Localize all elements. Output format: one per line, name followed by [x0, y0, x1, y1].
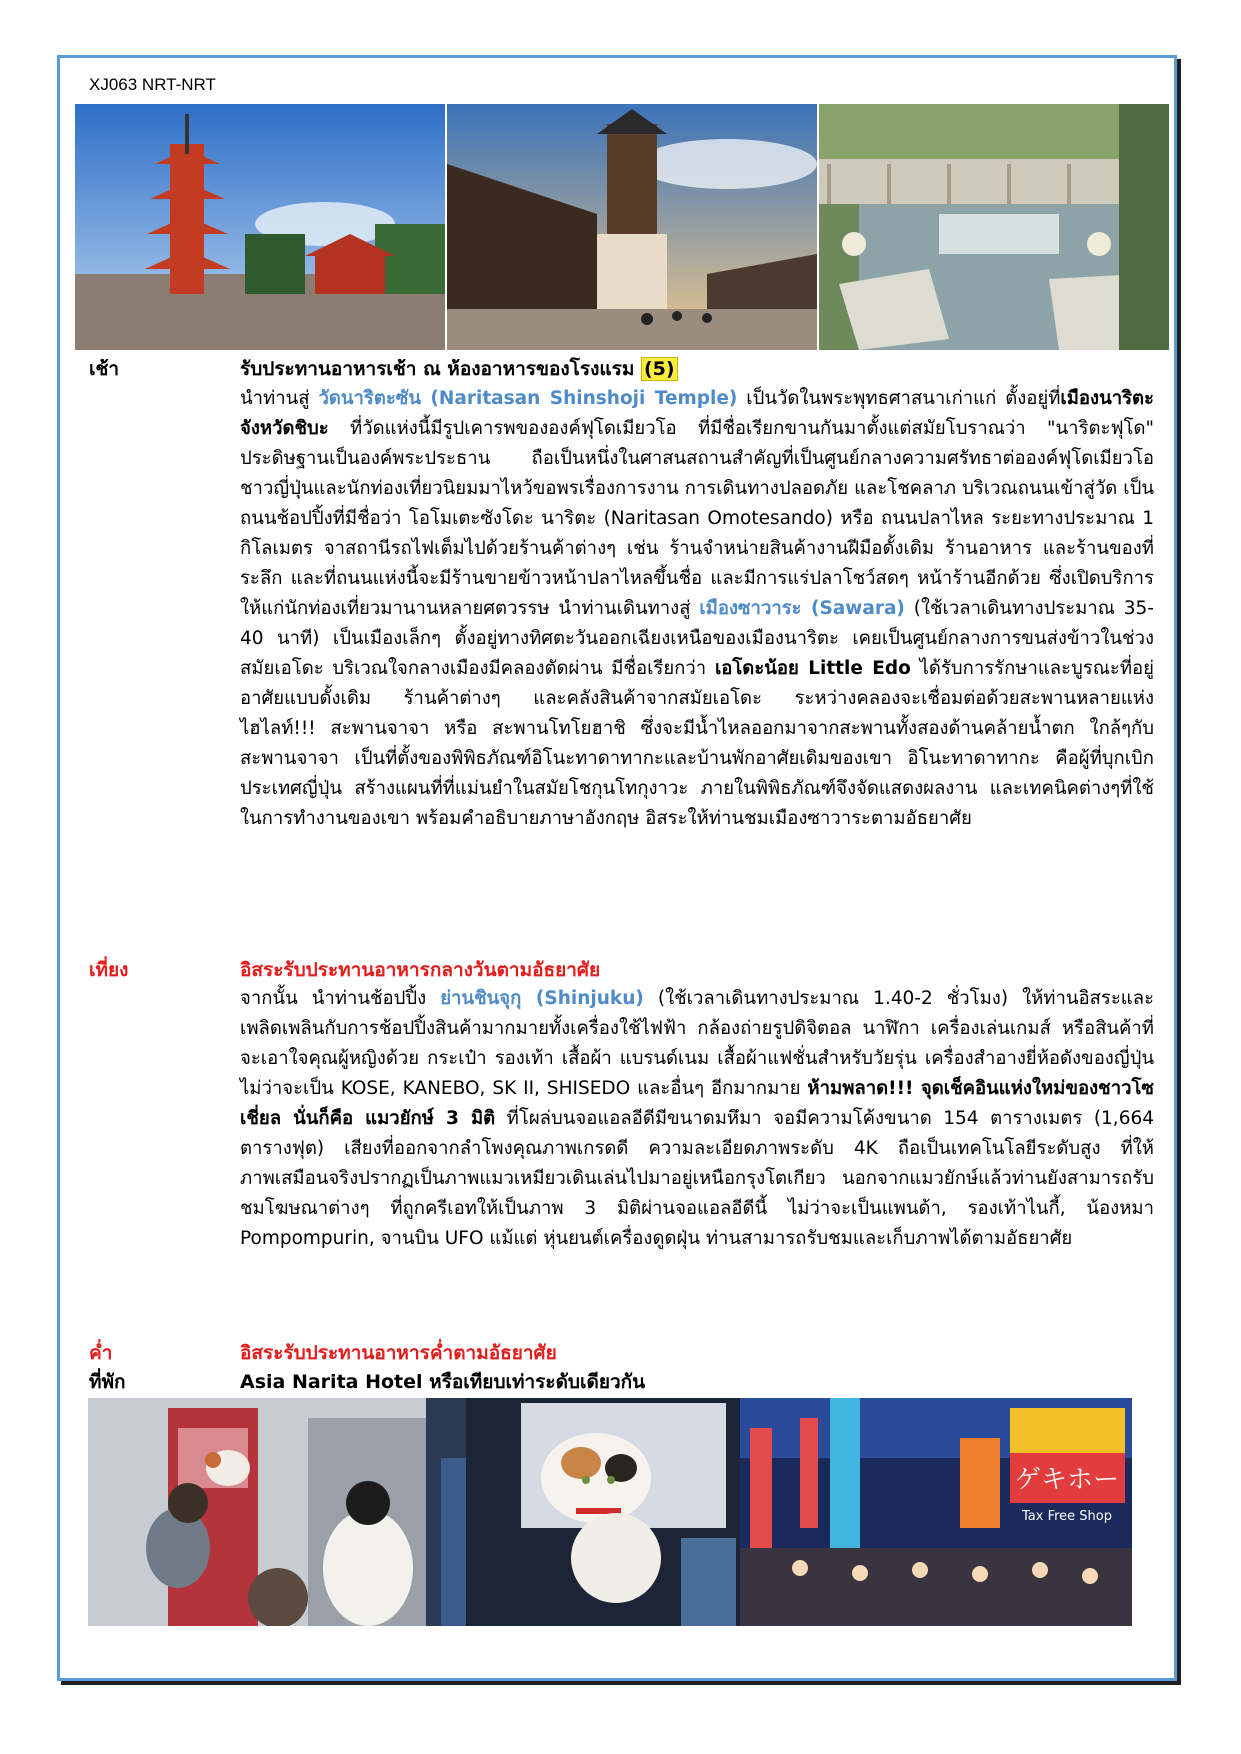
sign-tax-free-text: Tax Free Shop	[1022, 1509, 1112, 1524]
photo-shinjuku-crowd	[88, 1398, 426, 1626]
morning-description	[240, 384, 1154, 834]
breakfast-text: รับประทานอาหารเช้า ณ ห้องอาหารของโรงแรม	[240, 358, 635, 380]
lunch-text-3: ที่โผล่บนจอแอลอีดีมีขนาดมหึมา จอมีความโค้งขนาด 154 ตารางเมตร (1,664 ตารางฟุต) เสียงที่ออกจากลำโพงคุณภาพเกรดดี ความละเอียดภาพระดับ 4K ถือเป็นเทคโนโลยีระดับสูง ที่ให้ภาพเสมือนจริงปรากฏเป็นภาพแมวเหมียวเดินเล่นไปมาอยู่เหนือกรุงโตเกียว นอกจากแมวยักษ์แล้วท่านยังสามารถรับชมโฆษณาต่างๆ ที่ถูกครีเอทให้เป็นภาพ 3 มิติผ่านจอแอลอีดีนี้ ไม่ว่าจะเป็นแพนด้า, รองเท้าไนกี้, น้องหมา Pompompurin, จานบิน UFO แม้แต่ หุ่นยนต์เครื่องดูดฝุ่น ท่านสามารถรับชมและเก็บภาพได้ตามอัธยาศัย	[240, 1108, 1155, 1249]
lunch-description	[240, 984, 1154, 1254]
dinner-heading: อิสระรับประทานอาหารค่ำตามอัธยาศัย	[240, 1342, 557, 1364]
narita-city-name: เมืองนาริตะ จังหวัดชิบะ	[240, 388, 1154, 439]
naritasan-temple-name: วัดนาริตะซัน (Naritasan Shinshoji Temple)	[318, 388, 738, 409]
morning-text-1: นำท่านสู่	[240, 388, 319, 409]
lunch-text-2: (ใช้เวลาเดินทางประมาณ 1.40-2 ชั่วโมง) ให้ท่านอิสระและเพลิดเพลินกับการช้อปปิ้งสินค้ามากมายทั้งเครื่องใช้ไฟฟ้า กล้องถ่ายรูปดิจิตอล นาฬิกา เครื่องเล่นเกมส์ หรือสินค้าที่จะเอาใจคุณผู้หญิงด้วย กระเป๋า รองเท้า เสื้อผ้า แบรนด์เนม เสื้อผ้าแฟชั่นสำหรับวัยรุ่น เครื่องสำอางยี่ห้อดังของญี่ปุ่นไม่ว่าจะเป็น KOSE, KANEBO, SK II, SHISEDO และอื่นๆ อีกมากมาย	[240, 988, 1155, 1099]
sign-gekihou-text: ゲキホー	[1014, 1465, 1120, 1495]
little-edo-name: เอโดะน้อย Little Edo	[714, 658, 911, 679]
morning-text-3: ที่วัดแห่งนี้มีรูปเคารพขององค์ฟุโดเมียวโอ ที่มีชื่อเรียกขานกันมาตั้งแต่สมัยโบราณว่า "นาริตะฟุโด" ประดิษฐานเป็นองค์พระประธาน ถือเป็นหนึ่งในศาสนสถานสำคัญที่เป็นศูนย์กลางความศรัทธาต่อองค์ฟุโดเมียวโอ ชาวญี่ปุ่นและนักท่องเที่ยวนิยมมาไหว้ขอพรเรื่องการงาน การเดินทางปลอดภัย และโชคลาภ บริเวณถนนเข้าสู่วัด เป็นถนนช้อปปิ้งที่มีชื่อว่า โอโมเตะซังโดะ นาริตะ (Naritasan Omotesando) หรือ ถนนปลาไหล ระยะทางประมาณ 1 กิโลเมตร จาสถานีรถไฟเต็มไปด้วยร้านค้าต่างๆ เช่น ร้านจำหน่ายสินค้างานฝีมือดั้งเดิม ร้านอาหาร และร้านของที่ระลึก และที่ถนนแห่งนี้จะมีร้านขายข้าวหน้าปลาไหลขึ้นชื่อ และมีการแร่ปลาโชว์สดๆ หน้าร้านอีกด้วย ซึ่งเปิดบริการให้แก่นักท่องเที่ยวมานานหลายศตวรรษ นำท่านเดินทางสู่	[240, 418, 1154, 619]
lunch-heading: อิสระรับประทานอาหารกลางวันตามอัธยาศัย	[240, 959, 601, 981]
morning-heading	[240, 354, 678, 384]
hotel-label: ที่พัก	[89, 1371, 126, 1393]
morning-text-4: (ใช้เวลาเดินทางประมาณ 35-40 นาที) เป็นเมืองเล็กๆ ตั้งอยู่ทางทิศตะวันออกเฉียงเหนือของเมืองนาริตะ เคยเป็นศูนย์กลางการขนส่งข้าวในช่วงสมัยเอโดะ บริเวณใจกลางเมืองมีคลองตัดผ่าน มีชื่อเรียกว่า	[240, 598, 1154, 679]
sawara-town-name: เมืองซาวาระ (Sawara)	[699, 598, 905, 619]
hotel-name: Asia Narita Hotel	[240, 1371, 423, 1393]
lunch-text-1: จากนั้น นำท่านช้อปปิ้ง	[240, 988, 441, 1009]
photo-3d-cat-billboard	[426, 1398, 740, 1626]
dinner-label: ค่ำ	[89, 1342, 113, 1364]
lunch-label: เที่ยง	[89, 959, 129, 981]
hotel-heading	[240, 1367, 645, 1397]
hotel-equivalent: หรือเทียบเท่าระดับเดียวกัน	[422, 1371, 646, 1393]
morning-label: เช้า	[89, 358, 120, 380]
photo-shinjuku-street-night	[740, 1398, 1132, 1626]
shinjuku-name: ย่านชินจุกุ (Shinjuku)	[440, 988, 644, 1009]
morning-text-2: เป็นวัดในพระพุทธศาสนาเก่าแก่ ตั้งอยู่ที่	[737, 388, 1061, 409]
photo-kawagoe-street	[447, 104, 817, 350]
morning-text-5: ได้รับการรักษาและบูรณะที่อยู่อาศัยแบบดั้งเดิม ร้านค้าต่างๆ และคลังสินค้าจากสมัยเอโดะ ระหว่างคลองจะเชื่อมต่อด้วยสะพานหลายแห่ง ไฮไลท์!!! สะพานจาจา หรือ สะพานโทโยฮาชิ ซึ่งจะมีน้ำไหลออกมาจากสะพานทั้งสองด้านคล้ายน้ำตก ใกล้ๆกับสะพานจาจา เป็นที่ตั้งของพิพิธภัณฑ์อิโนะทาดาทากะและบ้านพักอาศัยเดิมของเขา อิโนะทาดาทากะ คือผู้ที่บุกเบิกประเทศญี่ปุ่น สร้างแผนที่ที่แม่นยำในสมัยโชกุนโทกุงาวะ ภายในพิพิธภัณฑ์จึงจัดแสดงผลงาน และเทคนิคต่างๆที่ใช้ในการทำงานของเขา พร้อมคำอธิบายภาษาอังกฤษ อิสระให้ท่านชมเมืองซาวาระตามอัธยาศัย	[240, 658, 1154, 829]
giant-cat-highlight: ห้ามพลาด!!! จุดเช็คอินแห่งใหม่ของชาวโซเชี่ยล นั่นก็คือ แมวยักษ์ 3 มิติ	[240, 1078, 1154, 1129]
photo-sawara-canal	[819, 104, 1169, 350]
photo-naritasan-pagoda	[75, 104, 445, 350]
tour-code: XJ063 NRT-NRT	[89, 75, 216, 94]
meal-number-badge: (5)	[641, 357, 678, 381]
